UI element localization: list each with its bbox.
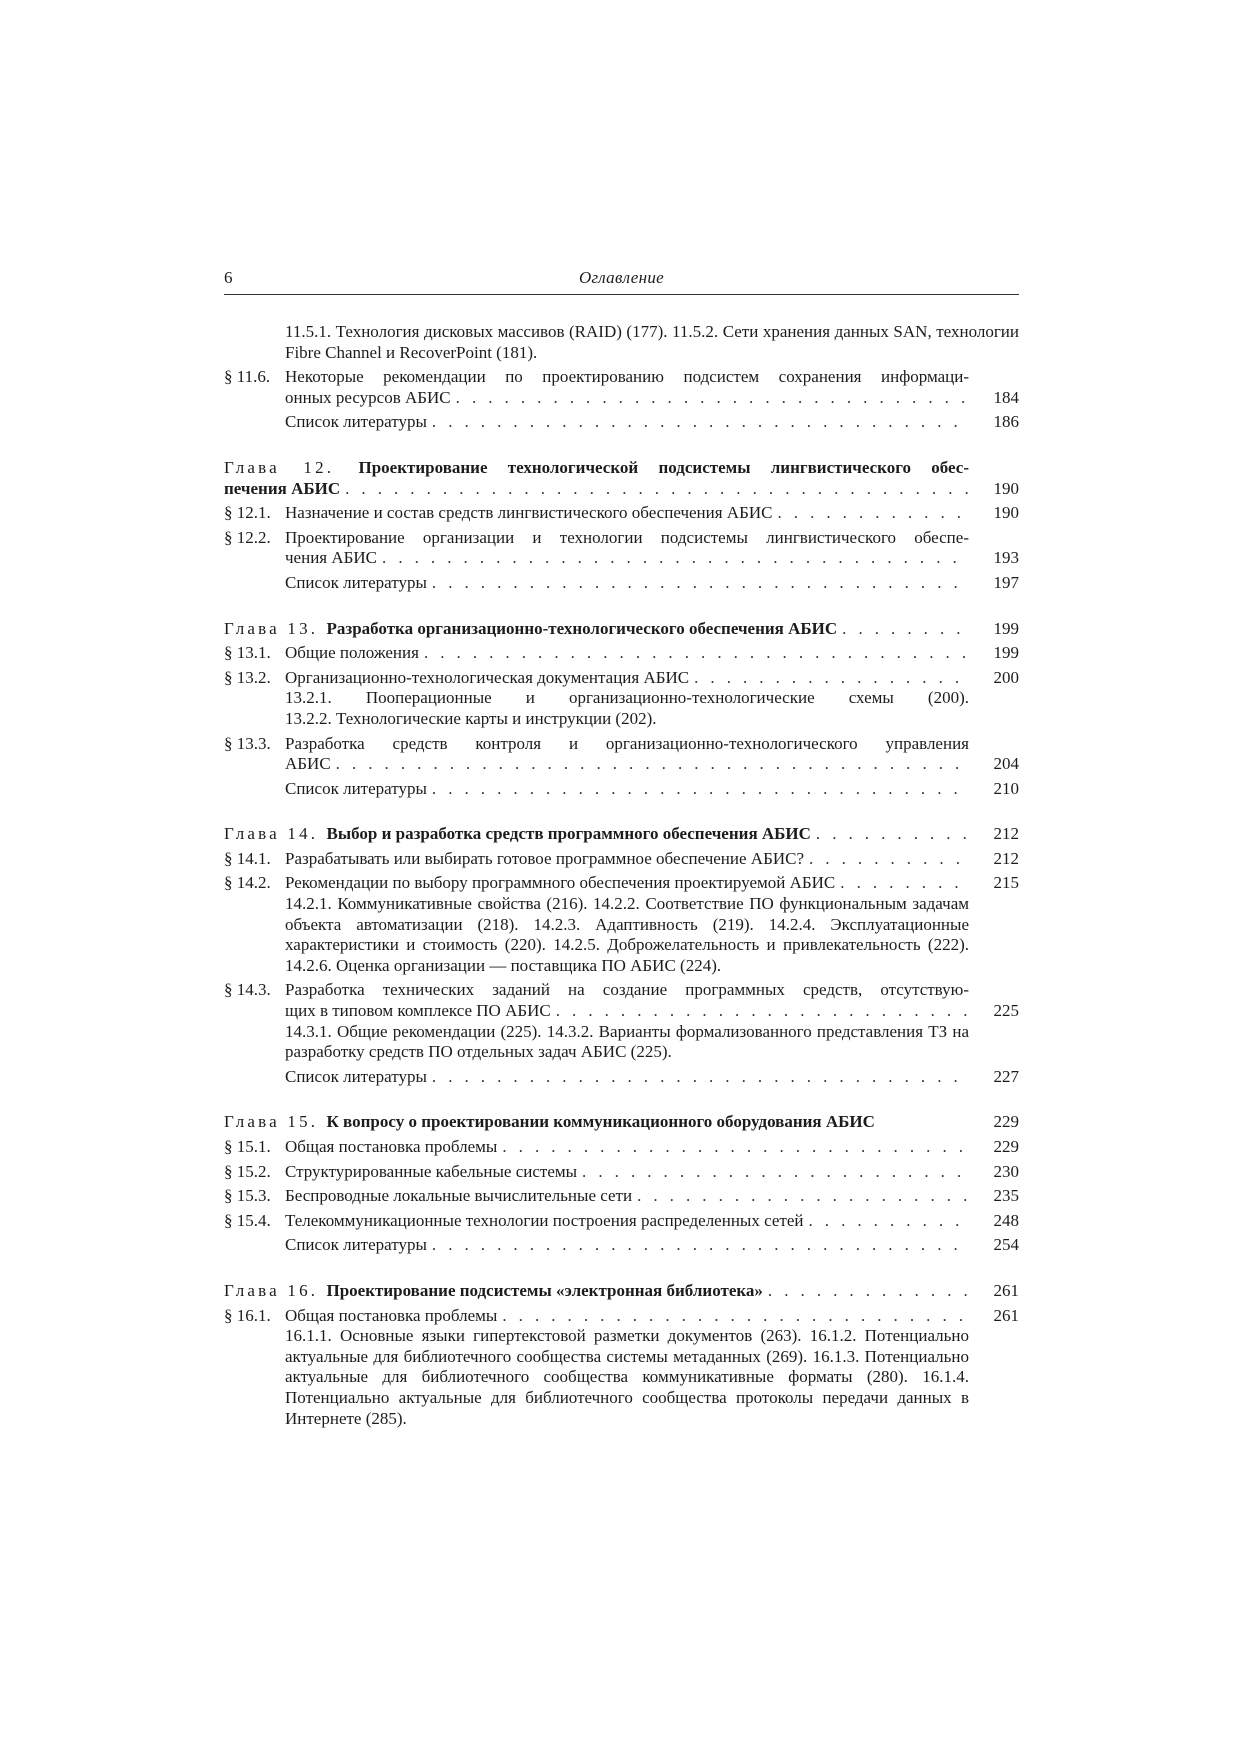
page-ref: 229	[993, 1112, 1019, 1132]
page-ref: 190	[993, 503, 1019, 523]
leader-dots	[637, 1186, 969, 1207]
leader-dots	[582, 1162, 969, 1183]
section-title-lead: Разработка технических заданий на создание программных средств, отсутствую-	[285, 980, 969, 1000]
leader-dots	[816, 824, 969, 845]
toc-chapter-14	[224, 824, 1019, 845]
page-ref: 200	[993, 667, 1019, 687]
chapter-title-lead: Проектирование технологической подсистемы лингвистического обес-	[358, 457, 970, 477]
toc-chapter-12	[224, 458, 1019, 499]
page-ref: 199	[993, 618, 1019, 638]
toc-section-12-2	[224, 528, 1019, 569]
toc-chapter-16	[224, 1281, 1019, 1302]
leader-dots	[502, 1306, 969, 1327]
section-title-tail: чения АБИС	[285, 548, 378, 568]
subsection-text: 14.2.1. Коммуникативные свойства (216). 14.2.2. Соответствие ПО функциональным задачам объекта автоматизации (218). 14.2.3. Адаптивность (219). 14.2.4. Эксплуатационные характеристики и стоимость (220). 14.2.5. Доброжелательность и привлекательность (222). 14.2.6. Оценка организации — поставщика ПО АБИС (224).	[285, 894, 969, 975]
leader-dots	[694, 668, 969, 689]
references-title: Список литературы	[285, 572, 427, 592]
toc-section-14-3	[224, 980, 1019, 1021]
toc-subsections-11-5: 11.5.1. Технология дисковых массивов (RAID) (177). 11.5.2. Сети хранения данных SAN, технологии Fibre Channel и RecoverPoint (181).	[285, 322, 1019, 362]
section-title: Разрабатывать или выбирать готовое программное обеспечение АБИС?	[285, 848, 804, 868]
toc-section-15-3	[224, 1186, 1019, 1207]
leader-dots	[432, 1067, 969, 1088]
toc-section-15-4	[224, 1211, 1019, 1232]
chapter-label: Глава 12.	[224, 457, 335, 477]
chapter-title: Разработка организационно-технологического обеспечения АБИС	[326, 618, 838, 638]
section-number: § 14.3.	[224, 980, 271, 1000]
chapter-label: Глава 14.	[224, 824, 319, 844]
chapter-label: Глава 15.	[224, 1112, 319, 1132]
page-ref: 197	[993, 572, 1019, 592]
section-title: Беспроводные локальные вычислительные сети	[285, 1186, 633, 1206]
section-title: Общая постановка проблемы	[285, 1137, 498, 1156]
toc-references-11	[224, 412, 1019, 433]
leader-dots	[842, 619, 969, 640]
toc-section-14-1	[224, 849, 1019, 870]
leader-dots	[840, 873, 969, 894]
toc-chapter-15	[224, 1112, 1019, 1133]
toc-section-15-1	[224, 1137, 1019, 1158]
references-title: Список литературы	[285, 412, 427, 432]
chapter-label: Глава 13.	[224, 618, 319, 638]
running-head-title: Оглавление	[578, 268, 665, 287]
leader-dots	[808, 1211, 969, 1232]
page-ref: 227	[993, 1066, 1019, 1086]
leader-dots	[432, 779, 969, 800]
toc-subsections-16-1	[224, 1326, 1019, 1429]
references-title: Список литературы	[285, 1235, 427, 1255]
toc-section-15-2	[224, 1162, 1019, 1183]
section-title: Назначение и состав средств лингвистического обеспечения АБИС	[285, 503, 773, 523]
section-title-lead: Разработка средств контроля и организационно-технологического управления	[285, 733, 969, 753]
page-ref: 225	[993, 1001, 1019, 1021]
toc-references-15	[224, 1235, 1019, 1256]
page-ref: 212	[993, 848, 1019, 868]
section-title: Общая постановка проблемы	[285, 1305, 498, 1325]
section-title-tail: АБИС	[285, 754, 331, 774]
toc-subsections-14-2	[224, 894, 1019, 976]
section-number: § 13.2.	[224, 667, 271, 687]
subsection-text: 14.3.1. Общие рекомендации (225). 14.3.2. Варианты формализованного представления ТЗ на разработку средств ПО отдельных задач АБИС (225).	[285, 1021, 969, 1062]
leader-dots	[336, 754, 969, 775]
section-number: § 12.1.	[224, 503, 271, 523]
page-ref: 248	[993, 1210, 1019, 1230]
section-title: Рекомендации по выбору программного обеспечения проектируемой АБИС	[285, 873, 836, 893]
toc-section-13-2	[224, 668, 1019, 689]
page-ref: 184	[993, 387, 1019, 407]
section-title-tail: онных ресурсов АБИС	[285, 387, 451, 407]
page-ref: 230	[993, 1161, 1019, 1181]
chapter-title: К вопросу о проектировании коммуникационного оборудования АБИС	[326, 1112, 875, 1132]
section-title: Организационно-технологическая документация АБИС	[285, 667, 690, 687]
leader-dots	[432, 412, 969, 433]
section-number: § 15.3.	[224, 1186, 271, 1206]
section-number: § 14.2.	[224, 873, 271, 893]
page-ref: 261	[993, 1280, 1019, 1300]
page-ref: 212	[993, 824, 1019, 844]
leader-dots	[432, 1235, 969, 1256]
section-number: § 16.1.	[224, 1305, 271, 1325]
page-ref: 229	[993, 1137, 1019, 1156]
leader-dots	[432, 573, 969, 594]
chapter-title: Проектирование подсистемы «электронная библиотека»	[326, 1280, 763, 1300]
leader-dots	[456, 388, 969, 409]
page-ref: 215	[993, 873, 1019, 893]
page-ref: 235	[993, 1186, 1019, 1206]
section-number: § 12.2.	[224, 527, 271, 547]
section-title: Структурированные кабельные системы	[285, 1161, 578, 1181]
section-title-tail: щих в типовом комплексе ПО АБИС	[285, 1001, 551, 1021]
section-title-lead: Некоторые рекомендации по проектированию подсистем сохранения информаци-	[285, 367, 969, 387]
leader-dots	[768, 1281, 969, 1302]
leader-dots	[556, 1001, 969, 1022]
section-title: Телекоммуникационные технологии построения распределенных сетей	[285, 1210, 804, 1230]
toc-section-14-2	[224, 873, 1019, 894]
leader-dots	[502, 1137, 969, 1158]
toc-section-13-1	[224, 643, 1019, 664]
section-number: § 15.2.	[224, 1161, 271, 1181]
toc-subsections-14-3	[224, 1022, 1019, 1063]
page-ref: 254	[993, 1235, 1019, 1255]
leader-dots	[809, 849, 969, 870]
references-title: Список литературы	[285, 778, 427, 798]
page-ref: 199	[993, 643, 1019, 663]
table-of-contents	[224, 322, 1019, 1429]
page-ref: 186	[993, 412, 1019, 432]
subsection-line: 13.2.2. Технологические карты и инструкции (202).	[285, 708, 657, 728]
toc-section-16-1	[224, 1306, 1019, 1327]
toc-section-11-6	[224, 367, 1019, 408]
toc-references-13	[224, 779, 1019, 800]
toc-subsections-13-2	[224, 688, 1019, 729]
page-ref: 210	[993, 778, 1019, 798]
section-number: § 14.1.	[224, 848, 271, 868]
section-number: § 13.3.	[224, 733, 271, 753]
toc-references-12	[224, 573, 1019, 594]
section-title: Общие положения	[285, 643, 419, 663]
page-ref: 204	[993, 754, 1019, 774]
chapter-title-tail: печения АБИС	[224, 478, 341, 498]
subsection-line: 13.2.1. Пооперационные и организационно-технологические схемы (200).	[285, 688, 969, 708]
page-ref: 193	[993, 548, 1019, 568]
running-head	[224, 268, 1019, 295]
page-ref: 190	[993, 478, 1019, 498]
section-number: § 15.1.	[224, 1137, 271, 1156]
leader-dots	[382, 548, 969, 569]
section-number: § 11.6.	[224, 367, 271, 387]
subsection-text: 16.1.1. Основные языки гипертекстовой разметки документов (263). 16.1.2. Потенциально актуальные для библиотечного сообщества системы метаданных (269). 16.1.3. Потенциально актуальные для библиотечного сообщества коммуникативные форматы (280). 16.1.4. Потенциально актуальные для библиотечного сообщества протоколы передачи данных в Интернете (285).	[285, 1326, 969, 1428]
section-number: § 15.4.	[224, 1210, 271, 1230]
section-title-lead: Проектирование организации и технологии подсистемы лингвистического обеспе-	[285, 527, 969, 547]
page-ref: 261	[993, 1305, 1019, 1325]
chapter-label: Глава 16.	[224, 1280, 319, 1300]
toc-section-13-3	[224, 734, 1019, 775]
toc-references-14	[224, 1067, 1019, 1088]
page-number: 6	[224, 268, 233, 287]
leader-dots	[424, 643, 969, 664]
leader-dots	[345, 479, 969, 500]
chapter-title: Выбор и разработка средств программного обеспечения АБИС	[326, 824, 811, 844]
section-number: § 13.1.	[224, 643, 271, 663]
references-title: Список литературы	[285, 1066, 427, 1086]
toc-section-12-1	[224, 503, 1019, 524]
leader-dots	[777, 503, 969, 524]
toc-chapter-13	[224, 619, 1019, 640]
